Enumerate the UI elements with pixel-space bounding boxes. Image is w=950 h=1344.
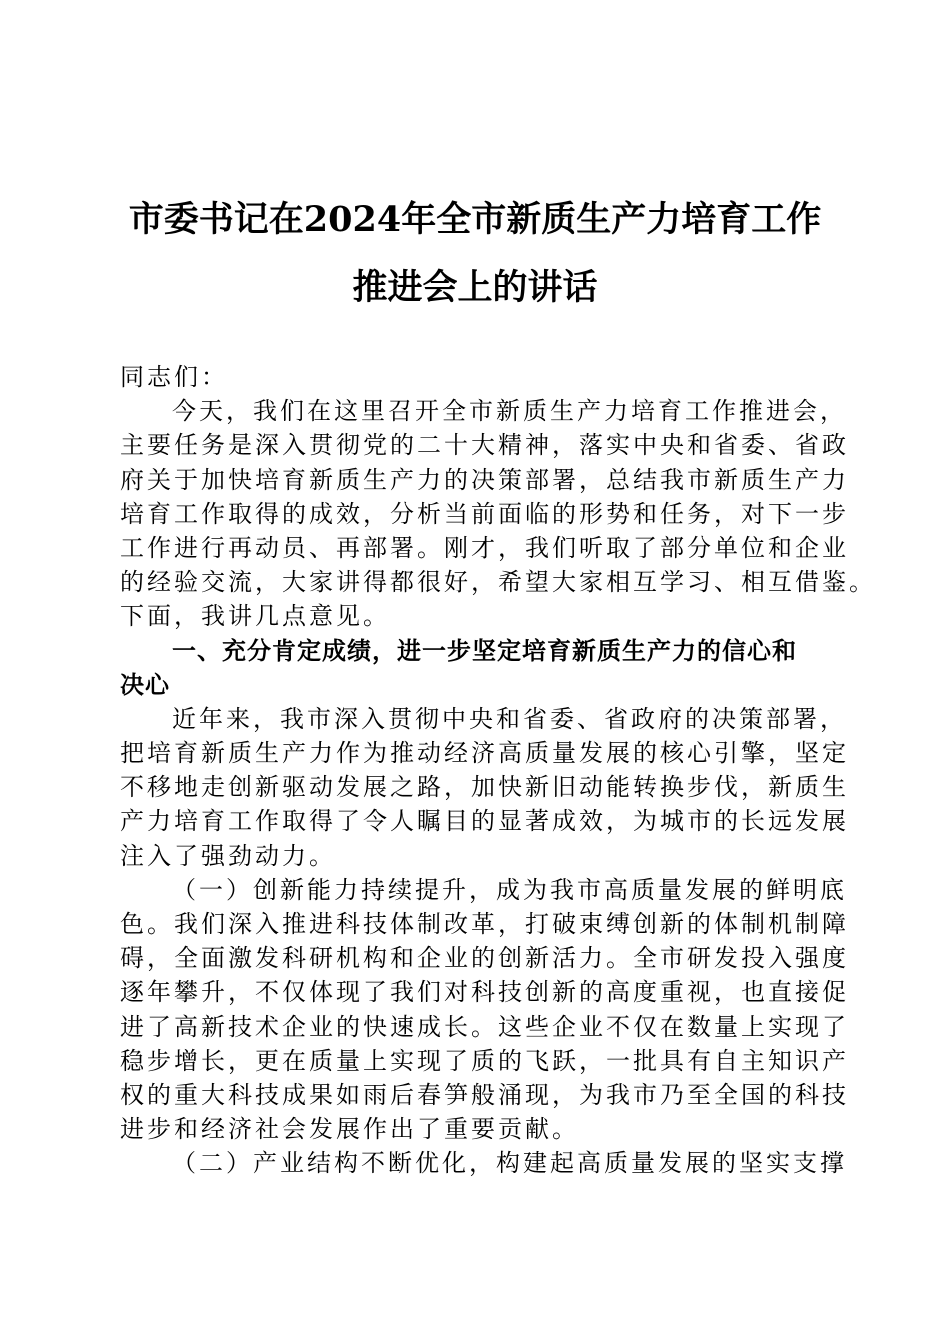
paragraph-line: 碍，全面激发科研机构和企业的创新活力。全市研发投入强度	[120, 944, 849, 973]
salutation: 同志们：	[120, 363, 228, 391]
paragraph-line: 工作进行再动员、再部署。刚才，我们听取了部分单位和企业	[120, 533, 849, 562]
paragraph-line: 的经验交流，大家讲得都很好，希望大家相互学习、相互借鉴。	[120, 568, 876, 597]
paragraph-line: 逐年攀升，不仅体现了我们对科技创新的高度重视，也直接促	[120, 978, 849, 1007]
paragraph-line: 府关于加快培育新质生产力的决策部署，总结我市新质生产力	[120, 465, 849, 494]
paragraph-line: 下面，我讲几点意见。	[120, 602, 390, 631]
paragraph-line: 今天，我们在这里召开全市新质生产力培育工作推进会，	[172, 397, 847, 426]
paragraph-line: 培育工作取得的成效，分析当前面临的形势和任务，对下一步	[120, 499, 849, 528]
section-heading-line: 决心	[120, 669, 170, 699]
document-title-line-2: 推进会上的讲话	[352, 267, 598, 308]
paragraph-line: 权的重大科技成果如雨后春笋般涌现，为我市乃至全国的科技	[120, 1080, 849, 1109]
paragraph-line: 主要任务是深入贯彻党的二十大精神，落实中央和省委、省政	[120, 431, 849, 460]
paragraph-line: 色。我们深入推进科技体制改革，打破束缚创新的体制机制障	[120, 910, 849, 938]
document-body	[120, 360, 876, 1181]
paragraph-line: （一）创新能力持续提升，成为我市高质量发展的鲜明底	[172, 875, 847, 904]
paragraph-line: 进了高新技术企业的快速成长。这些企业不仅在数量上实现了	[120, 1012, 849, 1041]
paragraph-line: 注入了强劲动力。	[120, 841, 336, 870]
paragraph-line: 不移地走创新驱动发展之路，加快新旧动能转换步伐，新质生	[120, 773, 849, 802]
paragraph-line: 产力培育工作取得了令人瞩目的显著成效，为城市的长远发展	[120, 807, 849, 836]
section-heading-line: 一、充分肯定成绩，进一步坚定培育新质生产力的信心和	[172, 635, 797, 665]
document-title-line-1: 市委书记在2024年全市新质生产力培育工作	[128, 199, 822, 240]
paragraph-line: 近年来，我市深入贯彻中央和省委、省政府的决策部署，	[172, 704, 847, 733]
paragraph-line: 把培育新质生产力作为推动经济高质量发展的核心引擎，坚定	[120, 739, 849, 768]
paragraph-line: 稳步增长，更在质量上实现了质的飞跃，一批具有自主知识产	[120, 1046, 849, 1075]
paragraph-line: 进步和经济社会发展作出了重要贡献。	[120, 1115, 579, 1144]
paragraph-line: （二）产业结构不断优化，构建起高质量发展的坚实支撑	[172, 1149, 847, 1178]
